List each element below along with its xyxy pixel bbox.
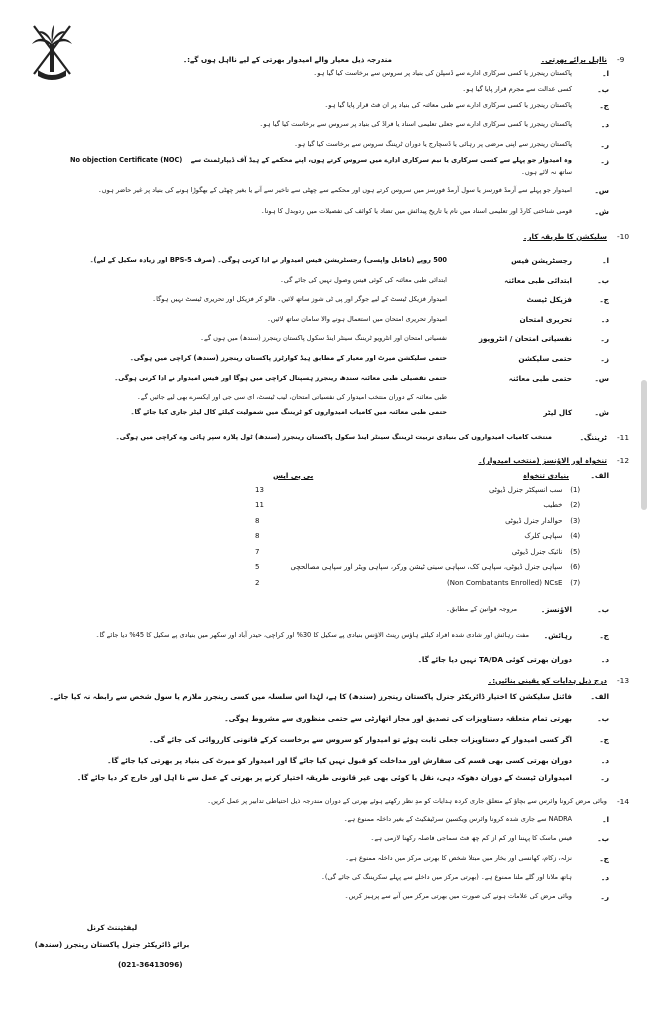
item-heading: حتمی طبی معائنہ: [508, 374, 572, 383]
list-marker: ز۔: [600, 354, 609, 363]
list-marker: س۔: [594, 374, 609, 383]
list-marker: ر۔: [600, 140, 609, 149]
contact-phone: (021-36413096): [118, 960, 183, 969]
list-marker: د۔: [600, 315, 609, 324]
basic-pay-heading: بنیادی تنخواہ: [522, 471, 569, 480]
list-item: حتمی تفصیلی طبی معائنہ سندھ رینجرز ہسپتال کراچی میں ہوگا اور فیس امیدوار نے ادا کرنی ہوگی۔: [114, 374, 447, 382]
index-cell: (1): [570, 485, 581, 494]
signatory-designation: برائے ڈائریکٹر جنرل پاکستان رینجرز (سندھ): [34, 940, 190, 949]
list-item: وہ امیدوار جو پہلے سے کسی سرکاری یا نیم سرکاری ادارے میں سروس کرتے ہوں، اپنے محکمے کے ہیڈ آف ڈیپارٹمنٹ سے: [190, 156, 572, 164]
index-cell: (6): [570, 563, 581, 572]
list-marker: د۔: [600, 873, 609, 882]
accommodation-heading: رہائش۔: [543, 631, 572, 640]
list-marker: ش۔: [594, 207, 609, 216]
section-12-number: -12: [617, 456, 630, 465]
section-13-number: -13: [617, 676, 630, 685]
list-marker: ب۔: [597, 605, 609, 614]
bps-cell: 5: [255, 563, 260, 572]
list-item: ساتھ نہ لائے ہوں۔: [521, 168, 572, 176]
list-item: حتمی طبی معائنہ میں کامیاب امیدواروں کو ٹریننگ میں شمولیت کیلئے کال لیٹر جاری کیا جائے گا۔: [130, 408, 447, 416]
rank-cell: سپاہی جنرل ڈیوٹی، سپاہی کک، سپاہی سینی ٹیشن ورکر، سپاہی ویٹر اور سپاہی مصالحچی: [290, 563, 563, 572]
table-row: [255, 560, 588, 576]
signatory-rank: لیفٹیننٹ کرنل: [86, 923, 138, 932]
bps-cell: 7: [255, 547, 260, 556]
index-cell: (5): [570, 547, 581, 556]
list-marker: ب۔: [597, 85, 609, 94]
bps-cell: 13: [255, 485, 264, 494]
list-item: وبائی مرض کی علامات ہونے کی صورت میں بھرتی مرکز میں آنے سے پرہیز کریں۔: [344, 892, 572, 900]
item-heading: ابتدائی طبی معائنہ: [504, 276, 572, 285]
list-marker: ج۔: [599, 735, 609, 744]
list-marker: الف۔: [590, 471, 609, 480]
index-cell: (3): [570, 516, 581, 525]
bps-column-heading: بی پی ایس: [273, 471, 314, 480]
list-item: قومی شناختی کارڈ اور تعلیمی اسناد میں نام یا تاریخ پیدائش میں تضاد یا کوائف کی تفصیلات میں ردوبدل کا ہونا۔: [260, 207, 572, 215]
list-marker: ر۔: [600, 334, 609, 343]
bps-cell: 8: [255, 532, 260, 541]
list-marker: ج۔: [599, 295, 609, 304]
list-item: فائنل سلیکشن کا اختیار ڈائریکٹر جنرل پاکستان رینجرز (سندھ) کا ہے، لہٰذا اس سلسلہ میں کسی رینجرز ملازم یا سول شخص سے رابطہ نہ کیا جائے۔: [49, 692, 572, 701]
list-marker: س۔: [594, 186, 609, 195]
list-marker: ب۔: [597, 834, 609, 843]
list-marker: ا۔: [602, 256, 609, 265]
list-item: پاکستان رینجرز یا کسی سرکاری ادارے سے ڈسپلن کی بنیاد پر سروس سے برخاست کیا گیا ہو۔: [313, 69, 572, 77]
list-item: ابتدائی طبی معائنہ کی کوئی فیس وصول نہیں کی جائے گی۔: [279, 276, 447, 284]
list-item: امیدواران ٹیسٹ کے دوران دھوکہ دہی، نقل یا کوئی بھی غیر قانونی طریقہ اختیار کرنے پر بھرتی کے عمل سے نا اہل اور خارج کر دیا جائے گا۔: [77, 773, 572, 782]
list-marker: ر۔: [600, 892, 609, 901]
rank-cell: خطیب: [543, 501, 563, 510]
noc-text: No objection Certificate (NOC): [70, 156, 183, 164]
item-heading: نفسیاتی امتحان / انٹرویوز: [478, 334, 572, 343]
section-9-number: -9: [617, 55, 625, 64]
list-item: نزلہ، زکام، کھانسی اور بخار میں مبتلا شخص کا بھرتی مرکز میں داخلہ ممنوع ہے۔: [345, 854, 572, 862]
section-9-title: نااہل برائے بھرتی۔: [540, 55, 607, 64]
list-marker: د۔: [600, 655, 609, 664]
list-marker: ش۔: [594, 408, 609, 417]
pay-scale-table: [255, 482, 588, 591]
section-14-number: -14: [617, 797, 630, 806]
section-11-heading: ٹریننگ۔: [579, 433, 607, 442]
section-13-title: درج ذیل ہدایات کو یقینی بنائیں:۔: [488, 676, 607, 685]
list-marker: ا۔: [602, 69, 609, 78]
accommodation-text: مفت رہائش اور شادی شدہ افراد کیلئے ہاؤس رینٹ الاؤنس بنیادی پے سکیل کا 30% اور کراچی، حیدر آباد اور سکھر میں بنیادی پے سکیل کا 45% دیا جائے گا۔: [95, 631, 529, 639]
section-11-text: منتخب کامیاب امیدواروں کی بنیادی تربیت ٹریننگ سینٹر اینڈ سکول پاکستان رینجرز (سندھ) ٹول پلازہ سپر ہائی وے کراچی میں ہوگی۔: [115, 433, 552, 441]
list-item: ہاتھ ملانا اور گلے ملنا ممنوع ہے۔ (بھرتی مرکز میں داخلے سے پہلے سکریننگ کی جائے گی)۔: [320, 873, 572, 881]
list-marker: ر۔: [600, 773, 609, 782]
item-heading: تحریری امتحان: [519, 315, 572, 324]
list-marker: ج۔: [599, 854, 609, 863]
rank-cell: (Non Combatants Enrolled) NCsE: [447, 578, 563, 587]
index-cell: (4): [570, 532, 581, 541]
table-row: [255, 498, 588, 514]
rank-cell: سب انسپکٹر جنرل ڈیوٹی: [489, 485, 563, 494]
list-marker: ب۔: [597, 714, 609, 723]
section-11-number: -11: [617, 433, 630, 442]
list-marker: ج۔: [599, 101, 609, 110]
list-item: فیس ماسک کا پہننا اور کم از کم چھ فٹ سماجی فاصلہ رکھنا لازمی ہے۔: [370, 834, 572, 842]
table-row: [255, 544, 588, 560]
section-9-intro: مندرجہ ذیل معیار والے امیدوار بھرتی کے لیے نااہل ہوں گے:۔: [182, 55, 392, 64]
index-cell: (2): [570, 501, 581, 510]
allowances-heading: الاؤنسز۔: [541, 605, 572, 614]
rank-cell: حوالدار جنرل ڈیوٹی: [505, 516, 563, 525]
list-item: امیدوار جو پہلے سے آرمڈ فورسز یا سول آرمڈ فورسز میں سروس کرتے ہوں اور محکمے سے چھٹی سے تاخیر سے آنے یا بغیر چھٹی کے بھگوڑا ہونے کی بنیاد پر غیر حاضر ہوں۔: [97, 186, 572, 194]
list-item: بھرتی تمام متعلقہ دستاویزات کی تصدیق اور مجاز اتھارٹی سے حتمی منظوری سے مشروط ہوگی۔: [224, 714, 572, 723]
list-marker: ج۔: [599, 631, 609, 640]
scrollbar-thumb[interactable]: [641, 380, 647, 510]
table-row: [255, 482, 588, 498]
bps-cell: 8: [255, 516, 260, 525]
table-row: [255, 575, 588, 591]
list-marker: الف۔: [590, 692, 609, 701]
palm-tree-crossed-swords-emblem-icon: [30, 22, 74, 82]
list-item: 500 روپے (ناقابل واپسی) رجسٹریشن فیس امیدوار نے ادا کرنی ہوگی۔ (صرف BPS-5 اور زیادہ سکیل کے لیے)۔: [89, 256, 447, 264]
table-row: [255, 529, 588, 545]
item-heading: کال لیٹر: [543, 408, 572, 417]
list-item: پاکستان رینجرز سے اپنی مرضی پر رہائی یا ڈسچارج یا دوران ٹریننگ سروس سے برخاست کیا گیا ہو۔: [294, 140, 572, 148]
list-item: پاکستان رینجرز یا کسی سرکاری ادارے سے طبی معائنہ کی بنیاد پر ان فٹ قرار پایا گیا ہو۔: [324, 101, 572, 109]
list-marker: د۔: [600, 756, 609, 765]
list-item: حتمی سلیکشن میرٹ اور معیار کے مطابق ہیڈ کوارٹرز پاکستان رینجرز (سندھ) کراچی میں ہوگی۔: [129, 354, 447, 362]
list-marker: ب۔: [597, 276, 609, 285]
allowances-text: مروجہ قوانین کے مطابق۔: [446, 605, 517, 613]
bps-cell: 2: [255, 578, 260, 587]
rank-cell: نائیک جنرل ڈیوٹی: [511, 547, 563, 556]
bps-cell: 11: [255, 501, 264, 510]
item-heading: حتمی سلیکشن: [518, 354, 572, 363]
section-10-title: سلیکشن کا طریقہ کار۔: [523, 232, 607, 241]
list-item: پاکستان رینجرز یا کسی سرکاری ادارے سے جعلی تعلیمی اسناد یا فراڈ کی بنیاد پر سروس سے برخاست کیا گیا ہو۔: [259, 120, 572, 128]
list-marker: ا۔: [602, 815, 609, 824]
item-heading: رجسٹریشن فیس: [511, 256, 572, 265]
list-item: طبی معائنہ کے دوران منتخب امیدوار کی نفسیاتی امتحان، لیب ٹیسٹ، ای سی جی اور ایکسرے بھی لیے جائیں گے۔: [136, 393, 447, 401]
rank-cell: سپاہی کلرک: [524, 532, 563, 541]
list-item: NADRA سے جاری شدہ کرونا وائرس ویکسین سرٹیفکیٹ کے بغیر داخلہ ممنوع ہے۔: [343, 815, 572, 823]
section-10-number: -10: [617, 232, 630, 241]
list-item: اگر کسی امیدوار کے دستاویزات جعلی ثابت ہوئے تو امیدوار کو سروس سے برخاست کرکے قانونی کارروائی کی جائے گی۔: [149, 735, 572, 744]
list-item: امیدوار تحریری امتحان میں استعمال ہونے والا سامان ساتھ لائیں۔: [266, 315, 447, 323]
section-14-intro: وبائی مرض کرونا وائرس سے بچاؤ کے متعلق جاری کردہ ہدایات کو مدِ نظر رکھتے ہوئے بھرتی کے دوران مندرجہ ذیل احتیاطی تدابیر پر عمل کریں۔: [207, 797, 607, 805]
section-12-title: تنخواہ اور الاؤنسز (منتخب امیدوار)۔: [478, 456, 607, 465]
item-heading: فزیکل ٹیسٹ: [526, 295, 572, 304]
list-item: نفسیاتی امتحان اور انٹرویو ٹریننگ سینٹر اینڈ سکول پاکستان رینجرز (سندھ) میں ہوں گے۔: [200, 334, 447, 342]
index-cell: (7): [570, 578, 581, 587]
list-item: دوران بھرتی کسی بھی قسم کی سفارش اور مداخلت کو قبول نہیں کیا جائے گا اور امیدوار کو میرٹ کی بنیاد پر بھرتی کیا جائے گا۔: [107, 756, 572, 765]
list-item: کسی عدالت سے مجرم قرار پایا گیا ہو۔: [462, 85, 572, 93]
list-marker: ز۔: [600, 156, 609, 165]
ta-da-text: دوران بھرتی کوئی TA/DA نہیں دیا جائے گا۔: [417, 655, 572, 664]
table-row: [255, 513, 588, 529]
list-item: امیدوار فزیکل ٹیسٹ کے لیے جوگر اور پی ٹی شوز ساتھ لائیں۔ فالو کر فزیکل اور تحریری ٹیسٹ نہیں ہوگا۔: [152, 295, 447, 303]
list-marker: د۔: [600, 120, 609, 129]
